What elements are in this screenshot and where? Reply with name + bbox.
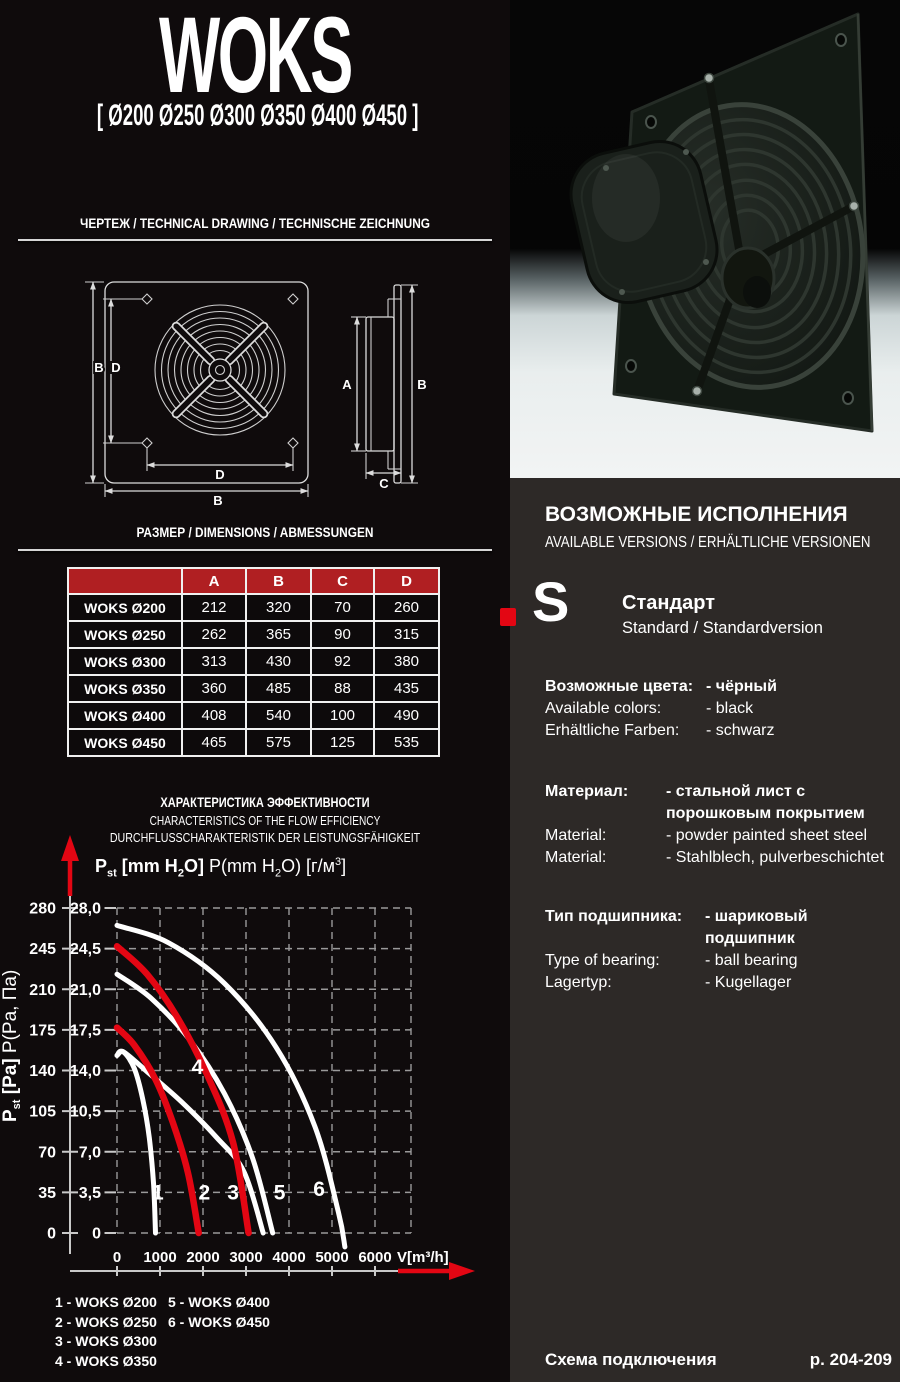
y-axis-arrow [61,835,79,861]
x-tick: 1000 [143,1249,177,1266]
dimension-value: 90 [311,621,374,648]
x-axis-arrow [449,1262,475,1280]
product-title: WOKS [159,0,351,115]
divider [18,239,492,241]
dimension-row [68,621,439,648]
legend-item: 5 - WOKS Ø400 [168,1294,270,1310]
dimension-row [68,594,439,621]
x-tick: 2000 [186,1249,220,1266]
svg-text:A: A [342,377,352,392]
chart-legend-col1 [55,1293,157,1371]
y-right-tick: 28,0 [69,900,101,918]
model-name: WOKS Ø250 [68,621,182,648]
column-header: B [246,568,311,594]
performance-chart [0,830,510,1290]
y-right-tick: 3,5 [78,1184,101,1202]
table-header-row [68,568,439,594]
dimension-value: 320 [246,594,311,621]
x-tick: 4000 [272,1249,306,1266]
dimension-value: 70 [311,594,374,621]
x-tick: 5000 [315,1249,349,1266]
dimension-value: 88 [311,675,374,702]
y-right-tick: 0 [92,1225,101,1243]
dimension-value: 485 [246,675,311,702]
spec-row: Lagertyp: - Kugellager [545,974,792,991]
model-name: WOKS Ø450 [68,729,182,756]
x-tick: 3000 [229,1249,263,1266]
legend-item: 6 - WOKS Ø450 [168,1313,270,1330]
model-name: WOKS Ø300 [68,648,182,675]
dimension-value: 365 [246,621,311,648]
dimension-row [68,702,439,729]
versions-heading-ru: ВОЗМОЖНЫЕ ИСПОЛНЕНИЯ [545,503,848,526]
dimension-value: 92 [311,648,374,675]
spec-block [545,906,893,994]
side-view [342,285,426,491]
x-tick: 0 [112,1249,122,1266]
version-bullet [500,608,516,626]
dimension-row [68,675,439,702]
dimension-value: 490 [374,702,439,729]
curve-1 [117,1051,156,1233]
dimension-value: 260 [374,594,439,621]
legend-item: 1 - WOKS Ø200 [55,1294,157,1310]
column-header: A [182,568,246,594]
y-left-tick: 70 [38,1144,56,1162]
dimension-value: 360 [182,675,246,702]
divider [18,549,492,551]
column-header: C [311,568,374,594]
dimension-value: 315 [374,621,439,648]
y-right-tick: 21,0 [69,981,101,999]
front-view [85,282,308,508]
dimension-value: 262 [182,621,246,648]
model-name: WOKS Ø350 [68,675,182,702]
model-name: WOKS Ø400 [68,702,182,729]
dimensions-table [67,567,440,757]
spec-row: Material: - powder painted sheet steel [545,827,868,844]
dimension-value: 313 [182,648,246,675]
dimension-value: 125 [311,729,374,756]
dimension-value: 465 [182,729,246,756]
x-axis-label: V[m³/h] [397,1249,449,1266]
version-name-en: Standard / Standardversion [622,619,823,637]
svg-text:B: B [94,360,104,375]
chart-title-en: CHARACTERISTICS OF THE FLOW EFFICIENCY [149,813,381,828]
curve-label: 2 [198,1181,211,1205]
dimension-row [68,648,439,675]
model-name: WOKS Ø200 [68,594,182,621]
version-name-ru: Стандарт [622,592,716,614]
legend-item: 3 - WOKS Ø300 [55,1333,157,1349]
spec-row: Тип подшипника: - шариковый подшипник [545,908,808,947]
y-left-tick: 210 [29,981,56,999]
legend-item: 4 - WOKS Ø350 [55,1352,157,1369]
curve-label: 4 [191,1055,204,1079]
versions-heading-en: AVAILABLE VERSIONS / ERHÄLTLICHE VERSIONEN [545,534,871,551]
dimension-value: 380 [374,648,439,675]
y-right-tick: 10,5 [69,1103,101,1121]
versions-panel [510,478,900,1382]
y-right-tick: 17,5 [69,1022,101,1040]
section-dimensions-title: РАЗМЕР / DIMENSIONS / ABMESSUNGEN [136,525,374,540]
chart-y-right-axis-title: $P_{st}$ [mm $H_2O$] P(mm $H_2O$) $[г/м^3]$ [95,856,347,880]
version-letter: S [532,570,570,633]
dimension-value: 575 [246,729,311,756]
column-header: D [374,568,439,594]
product-photo [510,0,900,478]
dimension-row [68,729,439,756]
chart-legend-col2 [168,1293,270,1332]
svg-text:B: B [417,377,427,392]
footer-wiring-link: Схема подключения [545,1350,717,1369]
y-left-tick: 0 [47,1225,56,1243]
y-left-tick: 35 [38,1184,56,1202]
dimension-value: 408 [182,702,246,729]
spec-row: Material: - Stahlblech, pulverbeschichtet [545,849,884,866]
product-sizes: [ Ø200 Ø250 Ø300 Ø350 Ø400 Ø450 ] [96,99,419,132]
curve-label: 5 [273,1181,286,1205]
footer-page-ref: p. 204-209 [809,1350,892,1369]
curve-label: 1 [152,1181,164,1205]
chart-title-de: DURCHFLUSSCHARAKTERISTIK DER LEISTUNGSFÄHIGKEIT [109,830,421,845]
chart-y-left-axis-title: $P_{st}$ [Pa] P(Pa, Па) [0,969,23,1122]
dimension-lines-side [351,285,418,483]
legend-item: 2 - WOKS Ø250 [55,1313,157,1330]
section-drawing-title: ЧЕРТЕЖ / TECHNICAL DRAWING / TECHNISCHE ZEICHNUNG [79,216,431,231]
y-left-tick: 280 [29,900,56,918]
spec-block [545,676,893,742]
svg-text:D: D [111,360,121,375]
y-left-tick: 140 [29,1063,56,1081]
y-left-tick: 175 [29,1022,56,1040]
y-right-tick: 7,0 [78,1144,101,1162]
spec-row: Материал: - стальной лист с порошковым покрытием [545,783,865,822]
dimension-value: 535 [374,729,439,756]
y-right-tick: 24,5 [69,941,101,959]
y-right-tick: 14,0 [69,1063,101,1081]
curve-label: 6 [313,1177,325,1201]
fan-grill [155,305,285,435]
spec-row: Возможные цвета: - чёрный [545,678,777,695]
dimension-value: 430 [246,648,311,675]
dimension-value: 100 [311,702,374,729]
dimension-value: 212 [182,594,246,621]
dimension-value: 435 [374,675,439,702]
spec-row: Type of bearing: - ball bearing [545,952,798,969]
technical-drawing [0,255,510,520]
dimension-value: 540 [246,702,311,729]
spec-block [545,781,893,869]
svg-text:B: B [213,493,223,508]
y-left-tick: 105 [29,1103,56,1121]
spec-row: Available colors: - black [545,700,754,717]
chart-title-ru: ХАРАКТЕРИСТИКА ЭФФЕКТИВНОСТИ [160,795,370,810]
y-left-tick: 245 [29,941,56,959]
svg-text:D: D [215,467,225,482]
spec-row: Erhältliche Farben: - schwarz [545,722,775,739]
x-tick: 6000 [358,1249,392,1266]
curve-label: 3 [227,1181,239,1205]
svg-text:C: C [379,476,389,491]
